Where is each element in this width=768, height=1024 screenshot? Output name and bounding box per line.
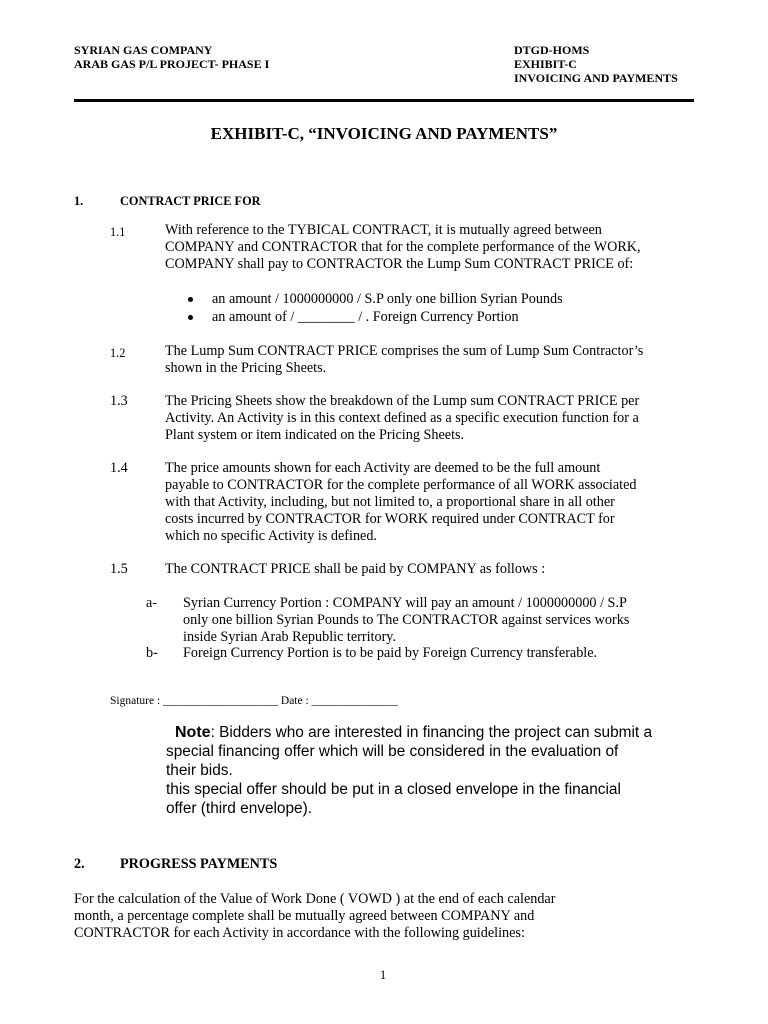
item-1-5-number: 1.5: [110, 561, 128, 577]
item-1-4-line: which no specific Activity is defined.: [165, 528, 377, 544]
item-1-2-line: shown in the Pricing Sheets.: [165, 360, 327, 376]
item-1-1-line: COMPANY and CONTRACTOR that for the complete performance of the WORK,: [165, 239, 641, 255]
signature-date-line: Signature : ____________________ Date : _______________: [110, 695, 398, 707]
company-name: SYRIAN GAS COMPANY: [74, 43, 213, 57]
item-1-4-line: The price amounts shown for each Activity are deemed to be the full amount: [165, 460, 601, 476]
item-1-5-text: The CONTRACT PRICE shall be paid by COMPANY as follows :: [165, 561, 546, 577]
item-1-2-text: [165, 343, 643, 377]
item-1-3-line: Activity. An Activity is in this context defined as a specific execution function for a: [165, 410, 639, 426]
project-name: ARAB GAS P/L PROJECT- PHASE I: [74, 57, 270, 71]
header-right: [514, 43, 678, 85]
bullet-dot: [188, 297, 193, 302]
header-left: [74, 43, 269, 71]
item-1-3-text: [165, 393, 639, 444]
sub-item-b-label: b-: [146, 645, 158, 661]
item-1-4-text: [165, 460, 636, 545]
item-1-4-line: payable to CONTRACTOR for the complete performance of all WORK associated: [165, 477, 637, 493]
bullet-dot: [188, 315, 193, 320]
section-2-line: For the calculation of the Value of Work Done ( VOWD ) at the end of each calendar: [74, 891, 556, 907]
item-1-1-line: With reference to the TYBICAL CONTRACT, it is mutually agreed between: [165, 222, 602, 238]
item-1-4-number: 1.4: [110, 460, 128, 476]
sub-item-a-text: [183, 595, 629, 646]
item-1-4-line: costs incurred by CONTRACTOR for WORK required under CONTRACT for: [165, 511, 615, 527]
item-1-1-line: COMPANY shall pay to CONTRACTOR the Lump Sum CONTRACT PRICE of:: [165, 256, 634, 272]
sub-item-b-text: Foreign Currency Portion is to be paid by Foreign Currency transferable.: [183, 645, 598, 661]
sub-item-a-line: only one billion Syrian Pounds to The CONTRACTOR against services works: [183, 612, 630, 628]
financing-note: [166, 723, 652, 818]
sub-item-a-line: Syrian Currency Portion : COMPANY will pay an amount / 1000000000 / S.P: [183, 595, 627, 611]
price-bullet-syrian: an amount / 1000000000 / S.P only one billion Syrian Pounds: [212, 291, 563, 307]
section-2-line: CONTRACTOR for each Activity in accordance with the following guidelines:: [74, 925, 525, 941]
note-line: special financing offer which will be considered in the evaluation of: [166, 743, 619, 760]
page-number: 1: [380, 968, 387, 982]
exhibit-label: EXHIBIT-C: [514, 57, 577, 71]
item-1-1-number: 1.1: [110, 225, 126, 239]
section-2-heading: PROGRESS PAYMENTS: [120, 856, 278, 872]
item-1-3-line: The Pricing Sheets show the breakdown of the Lump sum CONTRACT PRICE per: [165, 393, 640, 409]
header-divider: [74, 99, 694, 102]
item-1-3-line: Plant system or item indicated on the Pricing Sheets.: [165, 427, 465, 443]
item-1-1-text: [165, 222, 641, 273]
note-line: their bids.: [166, 762, 233, 779]
section-2-number: 2.: [74, 856, 85, 872]
section-1-heading: CONTRACT PRICE FOR: [120, 194, 261, 208]
note-line: this special offer should be put in a closed envelope in the financial: [166, 781, 621, 798]
item-1-3-number: 1.3: [110, 393, 128, 409]
sub-item-a-label: a-: [146, 595, 158, 611]
exhibit-subject: INVOICING AND PAYMENTS: [514, 71, 678, 85]
item-1-4-line: with that Activity, including, but not limited to, a proportional share in all other: [165, 494, 615, 510]
item-1-2-line: The Lump Sum CONTRACT PRICE comprises the sum of Lump Sum Contractor’s: [165, 343, 644, 359]
section-2-text: [74, 891, 555, 942]
item-1-2-number: 1.2: [110, 346, 126, 360]
price-bullet-foreign: an amount of / ________ / . Foreign Currency Portion: [212, 309, 519, 325]
note-line: : Bidders who are interested in financing the project can submit a: [210, 724, 653, 741]
doc-code: DTGD-HOMS: [514, 43, 590, 57]
note-line: offer (third envelope).: [166, 800, 313, 817]
note-label: Note: [175, 724, 211, 741]
section-2-line: month, a percentage complete shall be mutually agreed between COMPANY and: [74, 908, 535, 924]
sub-item-a-line: inside Syrian Arab Republic territory.: [183, 629, 397, 645]
page-title: EXHIBIT-C, “INVOICING AND PAYMENTS”: [210, 124, 558, 143]
section-1-number: 1.: [74, 194, 84, 208]
